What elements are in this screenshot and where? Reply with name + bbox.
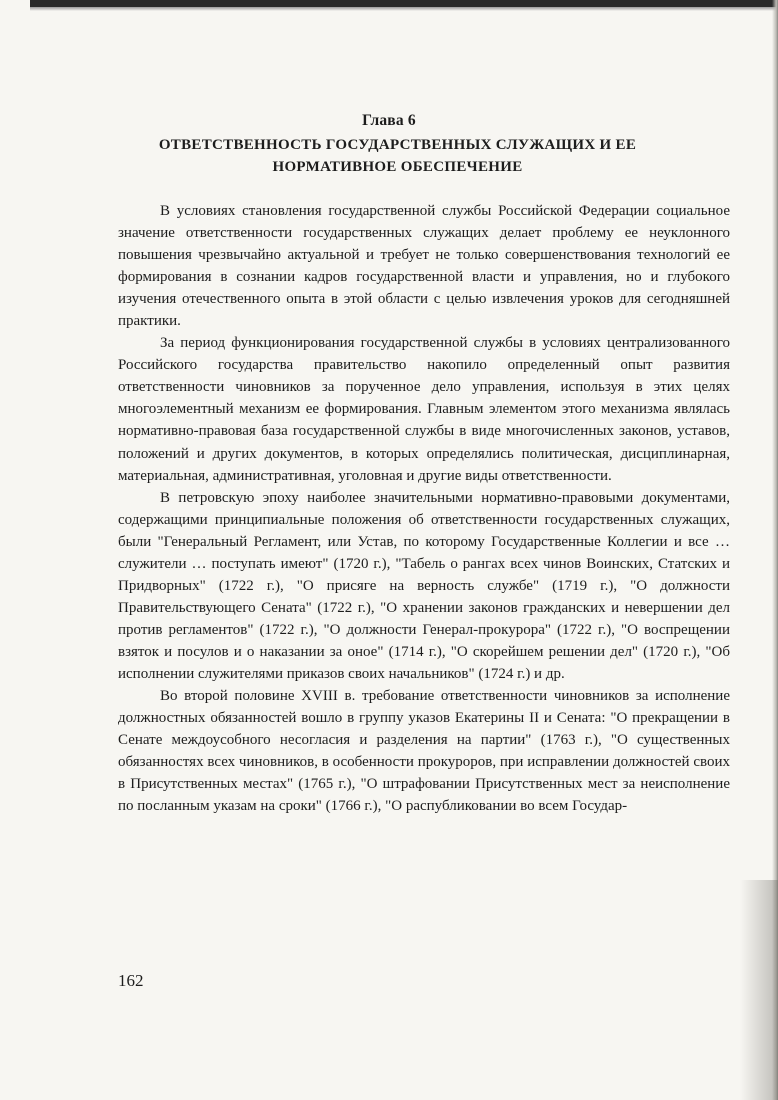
chapter-title: ОТВЕТСТВЕННОСТЬ ГОСУДАРСТВЕННЫХ СЛУЖАЩИХ И ЕЕ НОРМАТИВНОЕ ОБЕСПЕЧЕНИЕ (158, 137, 637, 175)
scan-top-shadow (30, 7, 778, 11)
scan-corner-shadow (740, 880, 778, 1100)
scan-top-border (30, 0, 778, 7)
page-number: 162 (118, 971, 144, 990)
paragraph: В условиях становления государственной службы Российской Федерации социальное значение ответственности государственных служащих делает проблему ее неуклонного повышения чрезвычайно актуальной и требует не только совершенствования технологий ее формирования в сознании кадров государственной власти и управления, но и глубокого изучения отечественного опыта в этой области с целью извлечения уроков для сегодняшней практики. (118, 203, 730, 330)
paragraph: В петровскую эпоху наиболее значительными нормативно-правовыми документами, содержащими принципиальные положения об ответственности государственных служащих, были "Генеральный Регламент, или Устав, по которому Государственные Коллегии и все … служители … поступать имеют" (1720 г.), "Табель о рангах всех чинов Воинских, Статских и Придворных" (1722 г.), "О присяге на верность службе" (1719 г.), "О должности Правительствующего Сената" (1722 г.), "О хранении законов гражданских и невершении дел против регламентов" (1722 г.), "О должности Генерал-прокурора" (1722 г.), "О воспрещении взяток и посулов и о наказании за оное" (1714 г.), "О скорейшем решении дел" (1720 г.), "Об исполнении служителями приказов своих начальников" (1724 г.) и др. (118, 489, 730, 682)
paragraph: За период функционирования государственной службы в условиях централизованного Российского государства правительство накопило определенный опыт развития ответственности чиновников за порученное дело управления, используя в этих целях многоэлементный механизм ее формирования. Главным элементом этого механизма являлась нормативно-правовая база государственной службы в виде многочисленных законов, уставов, положений и других документов, в которых определялись политическая, дисциплинарная, материальная, административная, уголовная и другие виды ответственности. (118, 335, 730, 484)
chapter-number: Глава 6 (362, 112, 416, 129)
paragraph: Во второй половине XVIII в. требование ответственности чиновников за исполнение должностных обязанностей вошло в группу указов Екатерины II и Сената: "О прекращении в Сенате междоусобного несогласия и разделения на партии" (1763 г.), "О существенных обязанностях всех чиновников, в особенности прокуроров, при исправлении должностей своих в Присутственных местах" (1765 г.), "О штрафовании Присутственных мест за неисполнение по посланным указам на сроки" (1766 г.), "О распубликовании во всем Государ- (118, 688, 730, 815)
body-text (118, 200, 730, 817)
